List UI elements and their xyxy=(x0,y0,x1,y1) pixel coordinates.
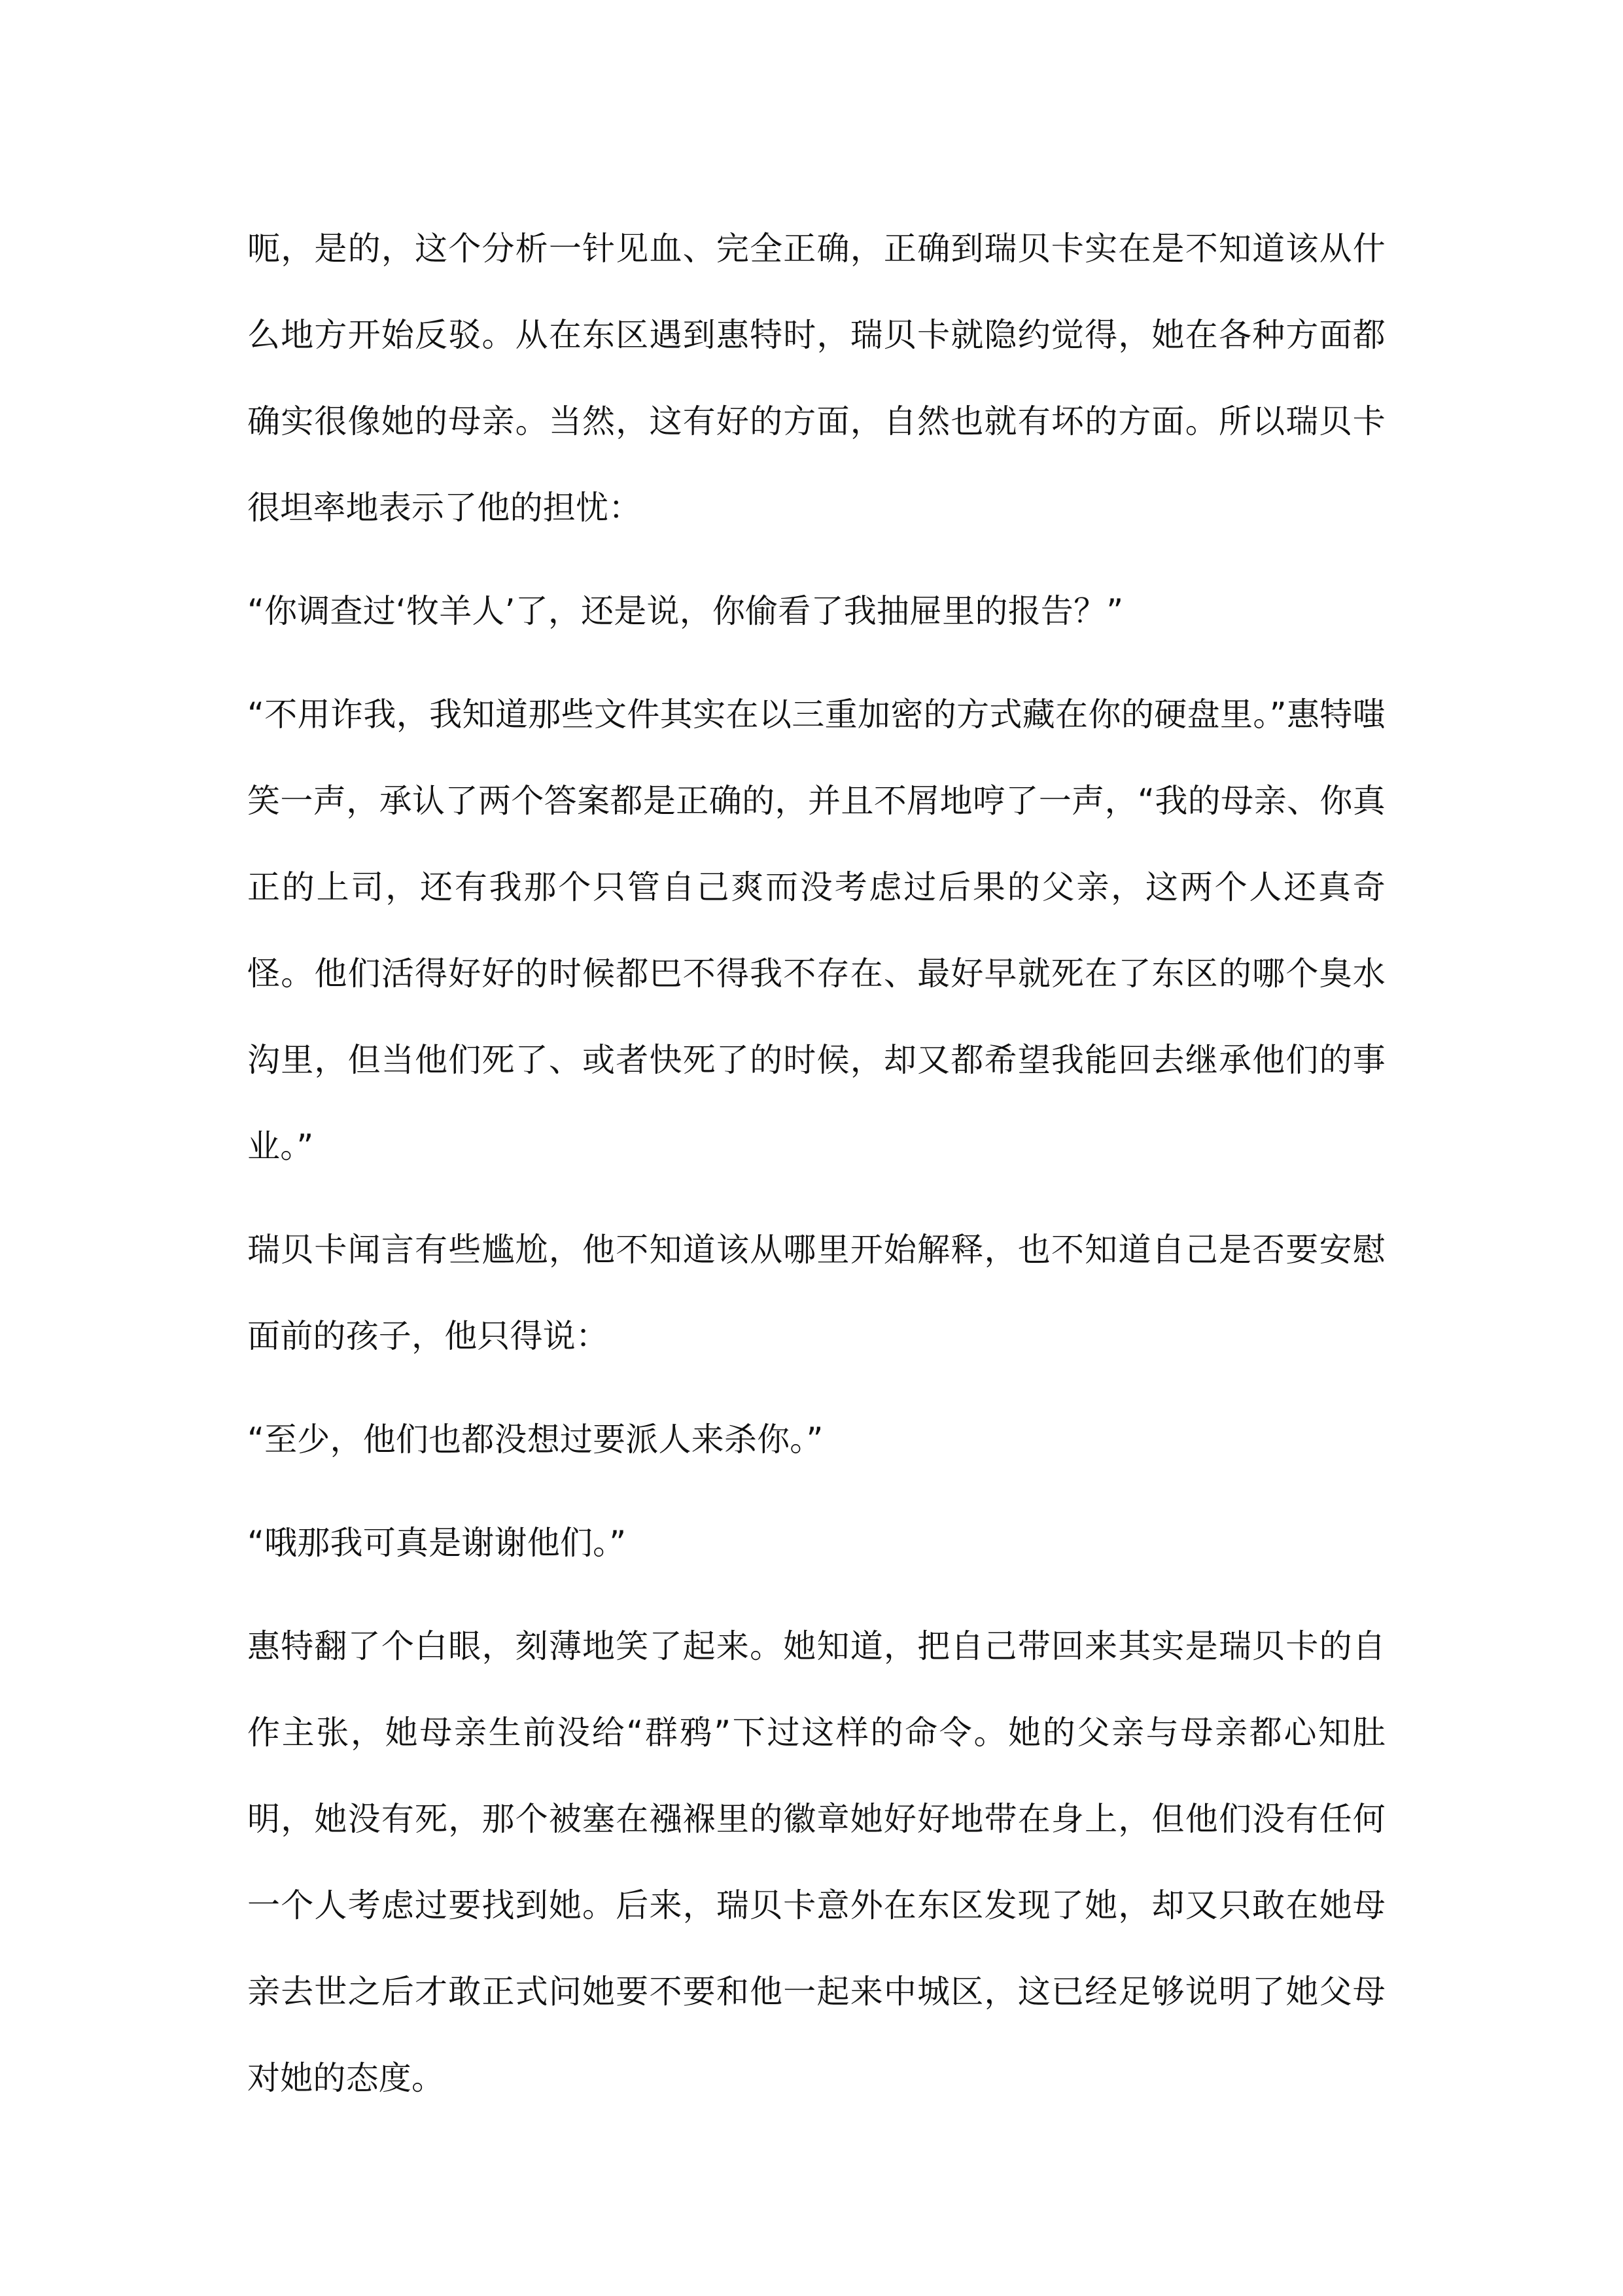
paragraph-7: 惠特翻了个白眼，刻薄地笑了起来。她知道，把自己带回来其实是瑞贝卡的自作主张，她母亲生前没给“群鸦”下过这样的命令。她的父亲与母亲都心知肚明，她没有死，那个被塞在襁褓里的徽章她好好地带在身上，但他们没有任何一个人考虑过要找到她。后来，瑞贝卡意外在东区发现了她，却又只敢在她母亲去世之后才敢正式问她要不要和他一起来中城区，这已经足够说明了她父母对她的态度。 xyxy=(247,1627,1386,2097)
paragraph-5: “至少，他们也都没想过要派人来杀你。” xyxy=(247,1421,824,1458)
paragraph-1: 呃，是的，这个分析一针见血、完全正确，正确到瑞贝卡实在是不知道该从什么地方开始反驳。从在东区遇到惠特时，瑞贝卡就隐约觉得，她在各种方面都确实很像她的母亲。当然，这有好的方面，自然也就有坏的方面。所以瑞贝卡很坦率地表示了他的担忧： xyxy=(247,230,1386,527)
paragraph-6: “哦那我可真是谢谢他们。” xyxy=(247,1524,627,1562)
paragraph-2: “你调查过‘牧羊人’了，还是说，你偷看了我抽屉里的报告？” xyxy=(247,592,1124,630)
paragraph-3: “不用诈我，我知道那些文件其实在以三重加密的方式藏在你的硬盘里。”惠特嗤笑一声，承认了两个答案都是正确的，并且不屑地哼了一声，“我的母亲、你真正的上司，还有我那个只管自己爽而没考虑过后果的父亲，这两个人还真奇怪。他们活得好好的时候都巴不得我不存在、最好早就死在了东区的哪个臭水沟里，但当他们死了、或者快死了的时候，却又都希望我能回去继承他们的事业。” xyxy=(247,696,1386,1165)
paragraph-4: 瑞贝卡闻言有些尴尬，他不知道该从哪里开始解释，也不知道自己是否要安慰面前的孩子，他只得说： xyxy=(247,1231,1386,1355)
document-body xyxy=(247,205,1386,2138)
